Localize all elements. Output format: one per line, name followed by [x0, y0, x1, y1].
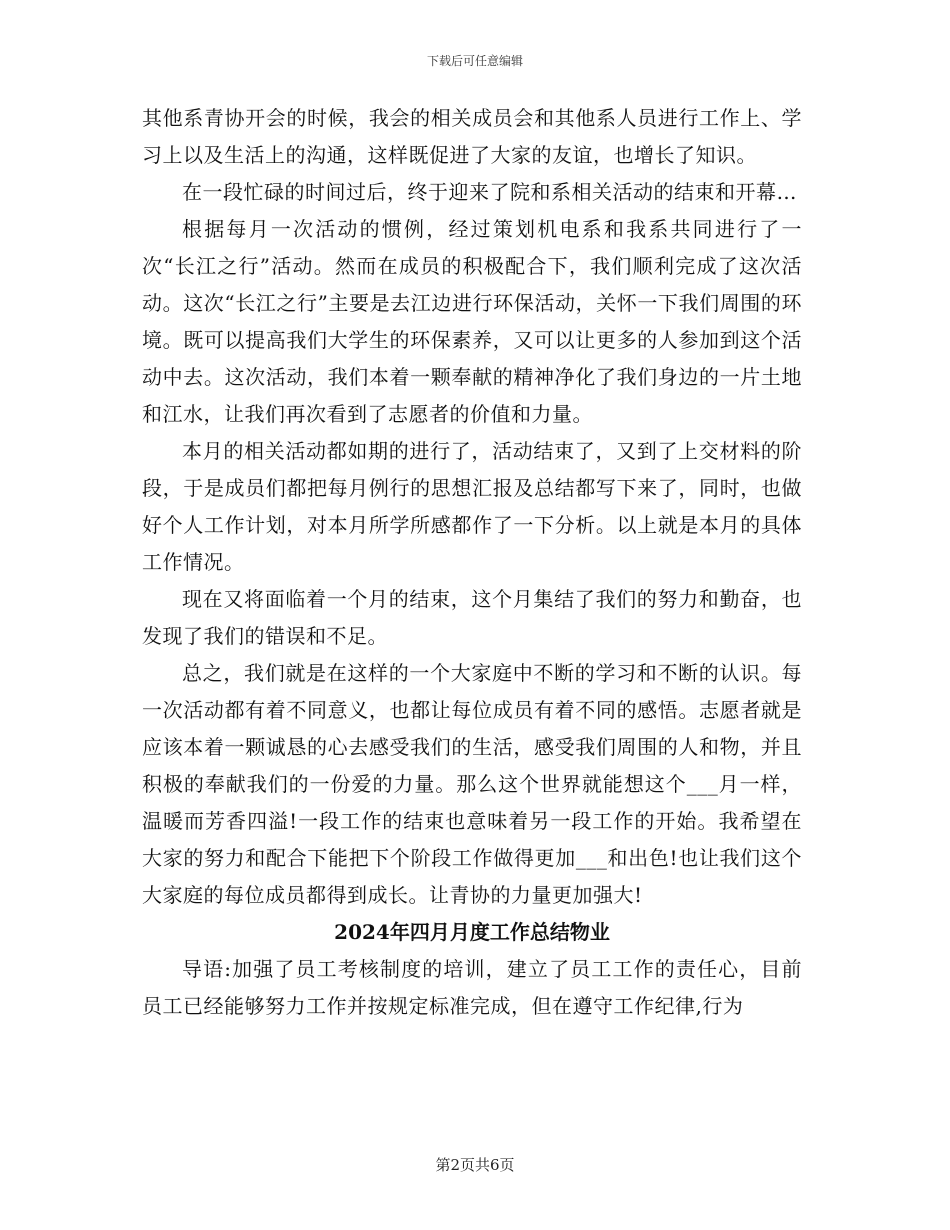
- paragraph-yangtze-trip: 根据每月一次活动的惯例，经过策划机电系和我系共同进行了一次“长江之行”活动。然而在成员的积极配合下，我们顺利完成了这次活动。这次“长江之行”主要是去江边进行环保活动，关怀一下我们周围的环境。既可以提高我们大学生的环保素养，又可以让更多的人参加到这个活动中去。这次活动，我们本着一颗奉献的精神净化了我们身边的一片土地和江水，让我们再次看到了志愿者的价值和力量。: [142, 217, 802, 426]
- paragraph-conclusion: 总之，我们就是在这样的一个大家庭中不断的学习和不断的认识。每一次活动都有着不同意义，也都让每位成员有着不同的感悟。志愿者就是应该本着一颗诚恳的心去感受我们的生活，感受我们周围的人和物，并且积极的奉献我们的一份爱的力量。那么这个世界就能想这个___月一样，温暖而芳香四溢!一段工作的结束也意味着另一段工作的开始。我希望在大家的努力和配合下能把下个阶段工作做得更加___和出色!也让我们这个大家庭的每位成员都得到成长。让青协的力量更加强大!: [142, 661, 802, 907]
- paragraph-continuation: 其他系青协开会的时候，我会的相关成员会和其他系人员进行工作上、学习上以及生活上的沟通，这样既促进了大家的友谊，也增长了知识。: [142, 106, 802, 167]
- page-number: 第2页共6页: [435, 1156, 515, 1174]
- paragraph-monthly-activities: 本月的相关活动都如期的进行了，活动结束了，又到了上交材料的阶段，于是成员们都把每月例行的思想汇报及总结都写下来了，同时，也做好个人工作计划，对本月所学所感都作了一下分析。以上就是本月的具体工作情况。: [142, 439, 802, 574]
- paragraph-month-end: 现在又将面临着一个月的结束，这个月集结了我们的努力和勤奋，也发现了我们的错误和不足。: [142, 587, 802, 648]
- header-note: 下载后可任意编辑: [426, 54, 523, 68]
- document-body: [142, 100, 802, 1025]
- paragraph-busy-period: 在一段忙碌的时间过后，终于迎来了院和系相关活动的结束和开幕…: [182, 180, 797, 204]
- section-title: 2024年四月月度工作总结物业: [334, 920, 610, 944]
- paragraph-intro: 导语:加强了员工考核制度的培训，建立了员工工作的责任心，目前员工已经能够努力工作并按规定标准完成，但在遵守工作纪律,行为: [142, 957, 802, 1018]
